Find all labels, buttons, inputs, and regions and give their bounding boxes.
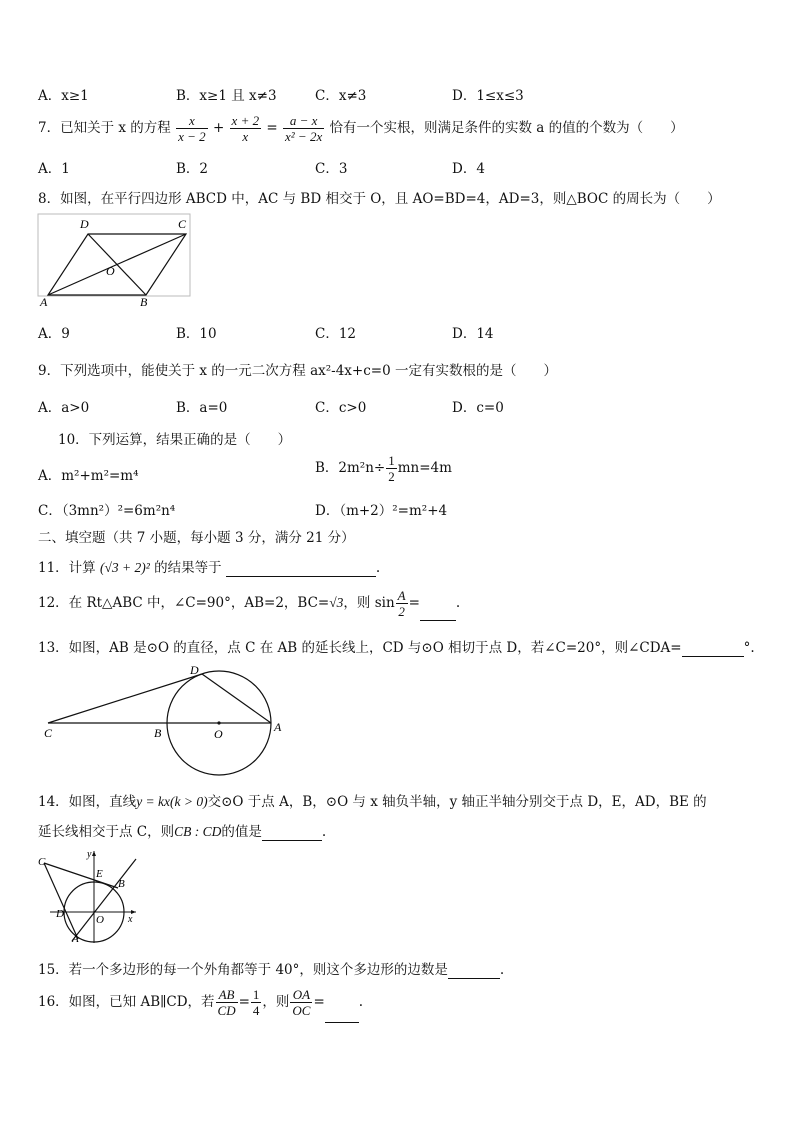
q14-line-1 xyxy=(38,790,707,810)
q14-label-c: C xyxy=(38,856,46,868)
q13-label-b: B xyxy=(154,726,162,740)
q10-option-b xyxy=(315,452,452,484)
q11-expression: (√3 + 2)² xyxy=(99,560,150,575)
q14-line1-mid: 交⊙O 于点 A，B，⊙O 与 x 轴负半轴，y 轴正半轴分别交于点 D，E，AD，BE 的 xyxy=(207,794,707,810)
q13-end: °. xyxy=(743,640,755,656)
q14-label-e: E xyxy=(96,868,103,880)
q8-label-b: B xyxy=(140,295,148,308)
q8-option-a: A．9 xyxy=(38,326,70,342)
q8-option-b: B．10 xyxy=(176,326,217,342)
q9-option-c: C．c>0 xyxy=(315,400,367,416)
q15-text: 15．若一个多边形的每一个外角都等于 40°，则这个多边形的边数是 xyxy=(38,962,448,978)
q13-chord-da xyxy=(202,674,271,723)
q13-circle-figure xyxy=(40,660,290,778)
q7-fraction-2: $\frac{x + 2}{x}$ xyxy=(231,113,260,144)
q13-text: 13．如图，AB 是⊙O 的直径，点 C 在 AB 的延长线上，CD 与⊙O 相切于点 D，若∠C=20°，则∠CDA= xyxy=(38,640,682,656)
q14-label-o: O xyxy=(96,914,104,926)
q15-stem xyxy=(38,958,504,979)
q7-equals: = xyxy=(266,120,278,136)
q10-option-b-fraction: $\frac{1}{2}$ xyxy=(388,453,395,484)
q14-coordinate-figure xyxy=(36,845,144,945)
q14-label-a: A xyxy=(72,933,79,945)
q7-suffix: 恰有一个实根，则满足条件的实数 a 的值的个数为（ ） xyxy=(329,120,684,136)
q7-option-a: A．1 xyxy=(38,161,70,177)
q16-fraction-1-4: $\frac{1}{4}$ xyxy=(252,987,260,1018)
q14-label-x: x xyxy=(128,914,133,925)
q7-prefix: 7．已知关于 x 的方程 xyxy=(38,120,171,136)
q8-option-d: D．14 xyxy=(452,326,494,342)
q6-option-d: D．1≤x≤3 xyxy=(452,88,524,104)
q16-end: . xyxy=(358,994,364,1010)
q14-line-2 xyxy=(38,820,326,841)
q16-answer-blank xyxy=(325,982,359,1023)
q12-fraction: $\frac{A}{2}$ xyxy=(397,588,406,619)
q11-post: 的结果等于 xyxy=(154,560,222,576)
q14-ratio: CB : CD xyxy=(174,824,222,839)
q11-stem xyxy=(38,556,380,577)
q15-end: . xyxy=(499,962,505,978)
q12-equals: = xyxy=(408,595,420,611)
q14-line-ca xyxy=(44,863,78,939)
q10-option-d: D．（m+2）²=m²+4 xyxy=(315,503,448,519)
q8-label-d: D xyxy=(80,217,89,231)
q12-end: . xyxy=(455,595,461,611)
q7-option-c: C．3 xyxy=(315,161,348,177)
q7-stem xyxy=(38,112,684,144)
q10-stem: 10．下列运算，结果正确的是（ ） xyxy=(58,432,292,448)
q14-answer-blank xyxy=(262,824,322,841)
section-title-fill-in: 二、填空题（共 7 小题，每小题 3 分，满分 21 分） xyxy=(38,530,355,546)
q13-label-c: C xyxy=(44,726,53,740)
q8-stem: 8．如图，在平行四边形 ABCD 中，AC 与 BD 相交于 O，且 AO=BD=4，AD=3，则△BOC 的周长为（ ） xyxy=(38,191,721,207)
q8-figure-frame xyxy=(38,214,190,296)
q13-stem xyxy=(38,636,755,657)
q14-line-ab xyxy=(72,859,136,941)
q13-label-d: D xyxy=(190,663,199,677)
q7-option-b: B．2 xyxy=(176,161,209,177)
q13-label-a: A xyxy=(274,720,282,734)
q11-pre: 11．计算 xyxy=(38,560,96,576)
q8-label-c: C xyxy=(178,217,187,231)
q16-equals-2: = xyxy=(313,994,325,1010)
q10-option-b-post: mn=4m xyxy=(397,460,452,476)
q12-mid: ，则 sin xyxy=(343,595,395,611)
q16-fraction-ab-cd: $\frac{AB}{CD}$ xyxy=(217,987,236,1018)
q16-mid: ，则 xyxy=(262,994,290,1010)
q11-end: . xyxy=(375,560,381,576)
q9-option-b: B．a=0 xyxy=(176,400,228,416)
q9-option-a: A．a>0 xyxy=(38,400,90,416)
q8-label-a: A xyxy=(40,295,48,308)
q14-line2-pre: 延长线相交于点 C，则 xyxy=(38,824,175,840)
q7-plus: + xyxy=(212,120,225,136)
q13-tangent-cd xyxy=(48,674,202,723)
q16-pre: 16．如图，已知 AB∥CD，若 xyxy=(38,994,215,1010)
q16-stem xyxy=(38,982,363,1023)
q8-label-o: O xyxy=(106,264,115,278)
q14-label-d: D xyxy=(56,908,64,920)
q15-answer-blank xyxy=(448,962,500,979)
q14-line-cb xyxy=(44,863,118,888)
q13-center-point xyxy=(217,721,220,724)
q14-expression: y = kx(k > 0) xyxy=(136,794,208,809)
q13-label-o: O xyxy=(214,727,223,741)
q9-option-d: D．c=0 xyxy=(452,400,504,416)
q6-option-a: A．x≥1 xyxy=(38,88,89,104)
q14-label-y: y xyxy=(87,849,92,860)
q14-line2-post: 的值是 xyxy=(221,824,262,840)
q16-equals-1: = xyxy=(238,994,250,1010)
q7-fraction-1: $\frac{x}{x - 2}$ xyxy=(178,113,206,144)
q8-option-c: C．12 xyxy=(315,326,357,342)
q10-option-c: C．（3mn²）²=6m²n⁴ xyxy=(38,503,176,519)
q10-option-a: A．m²+m²=m⁴ xyxy=(38,468,139,484)
q7-option-d: D．4 xyxy=(452,161,485,177)
q16-fraction-oa-oc: $\frac{OA}{OC}$ xyxy=(292,987,311,1018)
q12-stem xyxy=(38,586,460,621)
q7-fraction-3: $\frac{a - x}{\text{x² − 2x}}$ xyxy=(285,113,323,144)
q14-y-arrow xyxy=(92,851,96,856)
q13-answer-blank xyxy=(682,640,744,657)
q12-pre: 12．在 Rt△ABC 中，∠C=90°，AB=2，BC= xyxy=(38,595,330,611)
q12-answer-blank xyxy=(420,586,456,621)
q10-option-b-pre: B．2m²n÷ xyxy=(315,460,386,476)
q6-option-c: C．x≠3 xyxy=(315,88,367,104)
q8-diagonal-bd xyxy=(88,234,146,295)
q8-parallelogram-figure xyxy=(36,212,194,308)
q14-end: . xyxy=(321,824,327,840)
q14-label-b: B xyxy=(118,878,125,890)
q11-answer-blank xyxy=(226,560,376,577)
q12-sqrt: √3 xyxy=(329,595,344,610)
q14-line1-pre: 14．如图，直线 xyxy=(38,794,137,810)
q6-option-b: B．x≥1 且 x≠3 xyxy=(176,88,277,104)
q9-stem: 9．下列选项中，能使关于 x 的一元二次方程 ax²-4x+c=0 一定有实数根的是（ ） xyxy=(38,363,557,379)
